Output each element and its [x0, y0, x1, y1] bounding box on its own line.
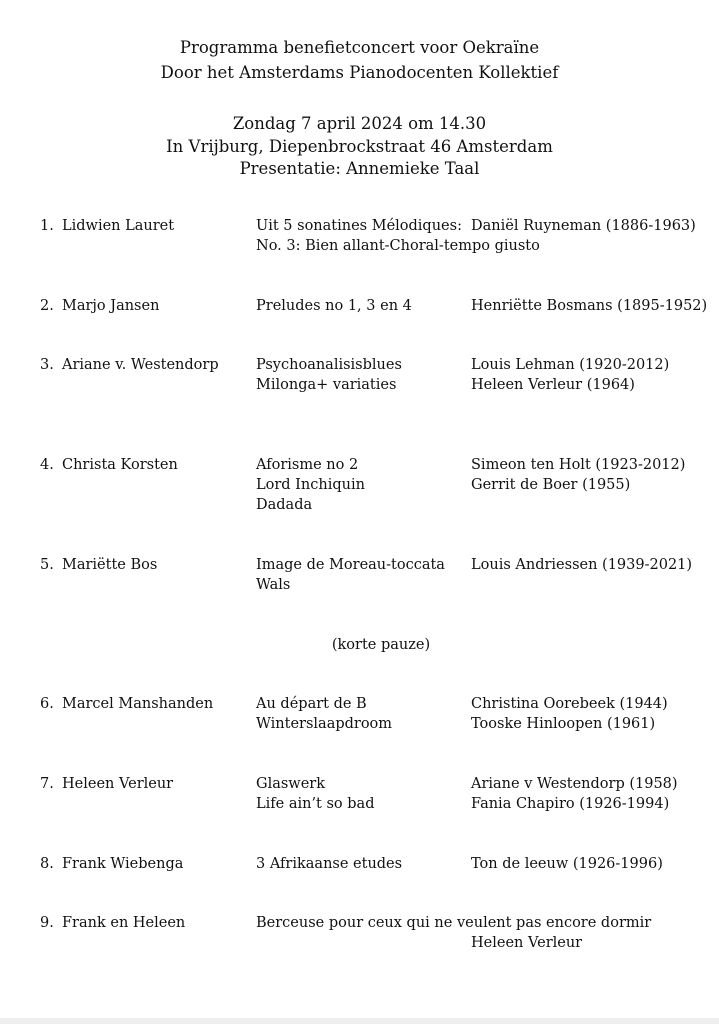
- item-number: 8.: [40, 856, 54, 872]
- pause-note: (korte pauze): [331, 637, 431, 653]
- performer-name: Frank en Heleen: [62, 915, 186, 931]
- performer-name: Marjo Jansen: [62, 298, 160, 314]
- composer-name: Christina Oorebeek (1944): [471, 696, 668, 712]
- composer-name: Louis Andriessen (1939-2021): [471, 557, 693, 573]
- piece-title: Aforisme no 2: [256, 457, 359, 473]
- piece-title: No. 3: Bien allant-Choral-tempo giusto: [256, 238, 540, 254]
- performer-name: Christa Korsten: [62, 457, 178, 473]
- item-number: 4.: [40, 457, 54, 473]
- item-number: 7.: [40, 776, 54, 792]
- piece-title: Image de Moreau-toccata: [256, 557, 445, 573]
- performer-name: Lidwien Lauret: [62, 218, 175, 234]
- piece-title: Winterslaapdroom: [256, 716, 393, 732]
- piece-title: Life ain’t so bad: [256, 796, 375, 812]
- piece-title: Milonga+ variaties: [256, 377, 397, 393]
- composer-name: Ton de leeuw (1926-1996): [471, 856, 663, 872]
- item-number: 3.: [40, 357, 54, 373]
- piece-title: Wals: [256, 577, 291, 593]
- item-number: 5.: [40, 557, 54, 573]
- piece-title: Au départ de B: [256, 696, 367, 712]
- composer-name: Daniël Ruyneman (1886-1963): [471, 218, 696, 234]
- composer-name: Fania Chapiro (1926-1994): [471, 796, 670, 812]
- item-number: 6.: [40, 696, 54, 712]
- composer-name: Heleen Verleur (1964): [471, 377, 635, 393]
- composer-name: Louis Lehman (1920-2012): [471, 357, 670, 373]
- composer-name: Ariane v Westendorp (1958): [471, 776, 678, 792]
- piece-title: Berceuse pour ceux qui ne veulent pas encore dormir: [256, 915, 652, 931]
- composer-name: Simeon ten Holt (1923-2012): [471, 457, 686, 473]
- composer-name: Gerrit de Boer (1955): [471, 477, 631, 493]
- event-venue: In Vrijburg, Diepenbrockstraat 46 Amsterdam: [166, 137, 553, 156]
- performer-name: Heleen Verleur: [62, 776, 174, 792]
- composer-name: Henriëtte Bosmans (1895-1952): [471, 298, 708, 314]
- piece-title: 3 Afrikaanse etudes: [256, 856, 403, 872]
- composer-name: Heleen Verleur: [471, 935, 583, 951]
- performer-name: Frank Wiebenga: [62, 856, 184, 872]
- piece-title: Uit 5 sonatines Mélodiques:: [256, 218, 462, 234]
- piece-title: Preludes no 1, 3 en 4: [256, 298, 412, 314]
- event-presentation: Presentatie: Annemieke Taal: [239, 159, 480, 178]
- performer-name: Ariane v. Westendorp: [62, 357, 219, 373]
- piece-title: Dadada: [256, 497, 313, 513]
- performer-name: Mariëtte Bos: [62, 557, 158, 573]
- piece-title: Lord Inchiquin: [256, 477, 365, 493]
- piece-title: Psychoanalisisblues: [256, 357, 402, 373]
- item-number: 9.: [40, 915, 54, 931]
- event-date: Zondag 7 april 2024 om 14.30: [232, 114, 487, 133]
- page-bottom-edge: [0, 1018, 719, 1024]
- performer-name: Marcel Manshanden: [62, 696, 214, 712]
- title-line-1: Programma benefietconcert voor Oekraïne: [179, 38, 540, 57]
- item-number: 1.: [40, 218, 54, 234]
- item-number: 2.: [40, 298, 54, 314]
- composer-name: Tooske Hinloopen (1961): [471, 716, 656, 732]
- title-line-2: Door het Amsterdams Pianodocenten Kollektief: [160, 63, 559, 82]
- piece-title: Glaswerk: [256, 776, 326, 792]
